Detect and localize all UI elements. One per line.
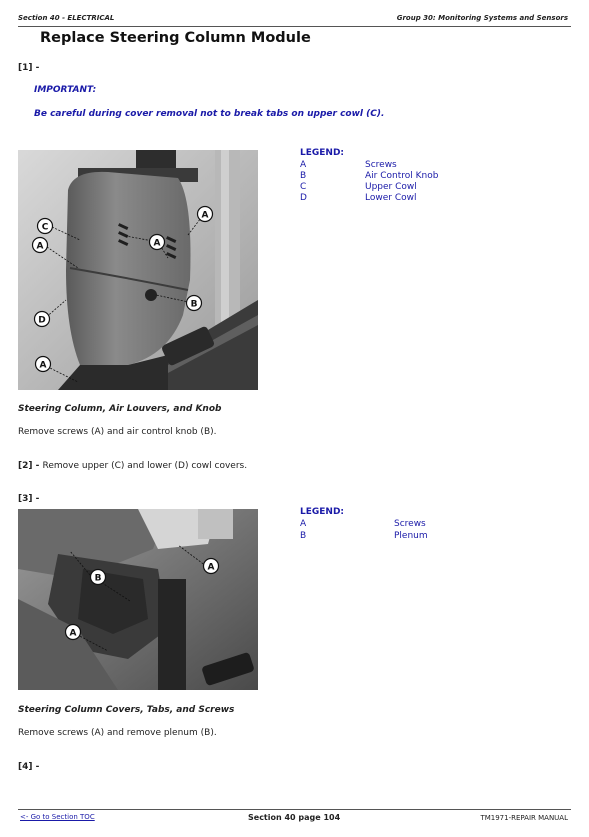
legend-1-title: LEGEND: [300, 148, 345, 158]
legend-key: D [300, 193, 307, 203]
step-1-instruction: Remove screws (A) and air control knob (B). [18, 427, 217, 437]
header-rule [18, 26, 571, 27]
callout-c [38, 219, 53, 234]
step-2-number: [2] - [18, 461, 40, 471]
page-number: Section 40 page 104 [248, 813, 341, 822]
footer-rule [18, 809, 571, 810]
legend-value: Screws [394, 519, 426, 529]
svg-text:B: B [190, 299, 198, 310]
callout-a-1 [33, 238, 48, 253]
svg-text:D: D [38, 315, 46, 326]
callout-d [35, 312, 50, 327]
callout-b [91, 570, 106, 585]
svg-text:A: A [69, 628, 77, 639]
page-title: Replace Steering Column Module [40, 30, 311, 46]
header-section: Section 40 - ELECTRICAL [18, 14, 115, 22]
legend-value: Upper Cowl [365, 182, 417, 192]
callout-a-2 [150, 235, 165, 250]
step-4-number: [4] - [18, 762, 40, 772]
legend-key: A [300, 519, 307, 529]
legend-key: B [300, 171, 307, 181]
svg-text:A: A [39, 360, 47, 371]
manual-id: TM1971-REPAIR MANUAL [480, 814, 568, 822]
legend-2-title: LEGEND: [300, 507, 345, 517]
important-label: IMPORTANT: [34, 85, 97, 95]
figure-2-caption: Steering Column Covers, Tabs, and Screws [18, 705, 235, 715]
callout-a-4 [36, 357, 51, 372]
step-3-number: [3] - [18, 494, 40, 504]
svg-text:B: B [94, 573, 102, 584]
callout-a-1 [204, 559, 219, 574]
step-2 [18, 461, 247, 471]
steering-column-photo [18, 150, 258, 390]
legend-value: Plenum [394, 531, 428, 541]
step-2-text: Remove upper (C) and lower (D) cowl covers. [42, 461, 248, 471]
legend-value: Screws [365, 160, 397, 170]
svg-text:A: A [36, 241, 44, 252]
svg-text:A: A [153, 238, 161, 249]
step-3-instruction: Remove screws (A) and remove plenum (B). [18, 728, 217, 738]
steering-column-illustration [18, 150, 258, 390]
figure-1-caption: Steering Column, Air Louvers, and Knob [18, 404, 222, 414]
legend-key: B [300, 531, 307, 541]
plenum-illustration [18, 509, 258, 690]
svg-text:A: A [207, 562, 215, 573]
plenum-photo [18, 509, 258, 690]
callout-a-3 [198, 207, 213, 222]
callout-a-2 [66, 625, 81, 640]
callout-b [187, 296, 202, 311]
legend-value: Air Control Knob [365, 171, 439, 181]
header-group: Group 30: Monitoring Systems and Sensors [396, 14, 568, 22]
section-toc-link[interactable]: <- Go to Section TOC [20, 813, 95, 821]
legend-key: C [300, 182, 307, 192]
important-text: Be careful during cover removal not to break tabs on upper cowl (C). [34, 109, 385, 119]
step-1-number: [1] - [18, 63, 40, 73]
svg-text:A: A [201, 210, 209, 221]
legend-key: A [300, 160, 307, 170]
svg-text:C: C [41, 222, 49, 233]
legend-value: Lower Cowl [365, 193, 417, 203]
